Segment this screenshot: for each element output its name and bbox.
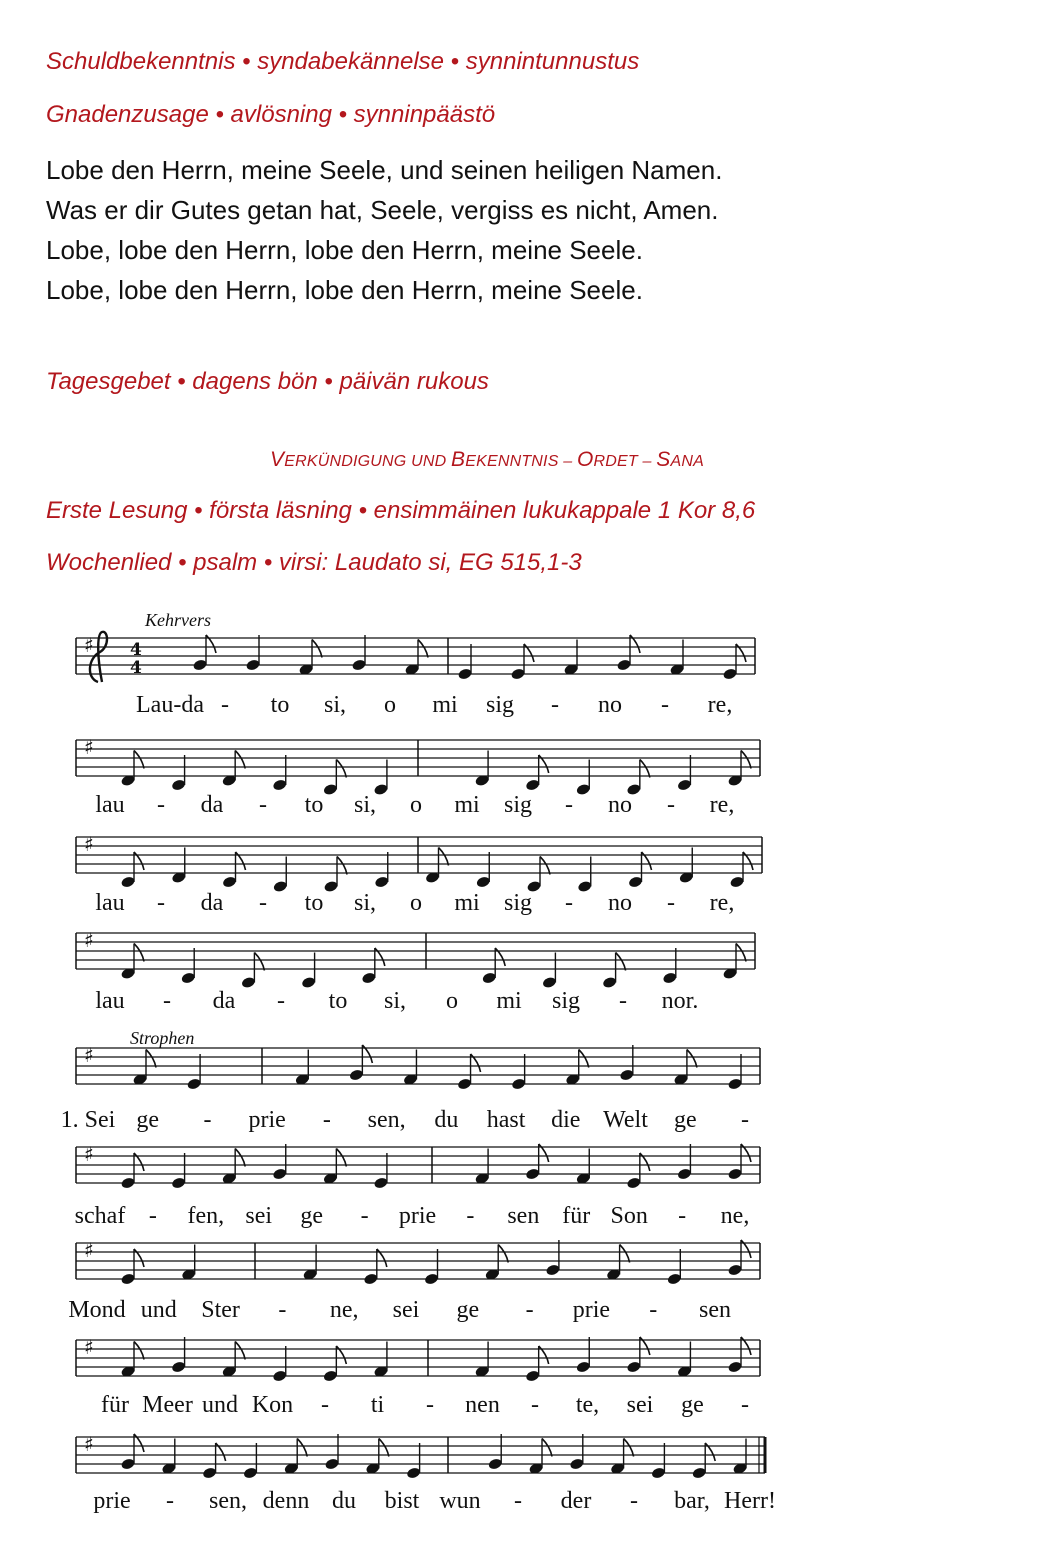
lyric-syllable: fen, bbox=[187, 1203, 225, 1229]
lyric-syllable: da bbox=[200, 890, 224, 916]
lyric-syllable: und bbox=[202, 1392, 238, 1418]
section-absolution: Gnadenzusage • avlösning • synninpäästö bbox=[46, 101, 496, 128]
lyric-syllable: ne, bbox=[720, 1203, 750, 1229]
lyric-syllable: - bbox=[667, 890, 675, 916]
heading-initial: B bbox=[450, 448, 466, 471]
lyric-syllable: - bbox=[277, 988, 285, 1014]
music-system bbox=[76, 735, 760, 818]
lyric-syllable: lau bbox=[95, 890, 125, 916]
lyric-syllable: sen bbox=[699, 1297, 731, 1323]
lyric-syllable: prie bbox=[248, 1107, 286, 1133]
lyric-syllable: - bbox=[166, 1488, 174, 1514]
note-flag bbox=[254, 953, 264, 971]
lyric-syllable: to bbox=[304, 792, 324, 818]
lyric-syllable: sig bbox=[551, 988, 581, 1014]
lyric-syllable: - bbox=[667, 792, 675, 818]
lyric-syllable: - bbox=[514, 1488, 522, 1514]
lyric-syllable: si, bbox=[383, 988, 407, 1014]
lyric-syllable: sei bbox=[392, 1297, 420, 1323]
heading-initial: V bbox=[270, 448, 285, 471]
lyric-syllable: ge bbox=[681, 1392, 704, 1418]
lyric-syllable: - bbox=[741, 1107, 749, 1133]
praise-lyrics bbox=[46, 150, 722, 310]
note-flag bbox=[640, 760, 650, 778]
note-flag bbox=[336, 760, 346, 778]
lyric-syllable: - bbox=[466, 1203, 475, 1229]
lyric-syllable: - bbox=[259, 890, 267, 916]
lyric-syllable: o bbox=[446, 988, 458, 1014]
music-system bbox=[76, 1432, 776, 1514]
lyric-syllable: die bbox=[551, 1107, 581, 1133]
note-flag bbox=[336, 1149, 346, 1167]
lyric-syllable: lau bbox=[95, 988, 125, 1014]
lyric-syllable: sei bbox=[626, 1392, 654, 1418]
lyric-syllable: der bbox=[560, 1488, 592, 1514]
lyric-syllable: Meer bbox=[142, 1392, 193, 1418]
lyric-syllable: prie bbox=[93, 1488, 131, 1514]
key-signature: ♯ bbox=[84, 735, 94, 759]
lyric-syllable: bist bbox=[384, 1488, 420, 1514]
lyric-syllable: sen bbox=[507, 1203, 540, 1229]
note-flag bbox=[134, 944, 144, 962]
music-system bbox=[76, 928, 755, 1014]
lyric-syllable: ge bbox=[136, 1107, 160, 1133]
note-flag bbox=[736, 944, 746, 962]
note-flag bbox=[418, 640, 428, 658]
lyric-syllable: lau bbox=[95, 792, 125, 818]
note-flag bbox=[687, 1050, 697, 1068]
lyric-syllable: o bbox=[410, 890, 422, 916]
lyric-syllable: no bbox=[608, 890, 632, 916]
lyric-syllable: - bbox=[278, 1297, 287, 1323]
lyric-syllable: bar, bbox=[674, 1488, 710, 1514]
lyric-syllable: - bbox=[661, 692, 669, 718]
heading-text: ERKÜNDIGUNG UND bbox=[284, 453, 451, 470]
lyric-syllable: - bbox=[322, 1107, 331, 1133]
lyric-syllable: re, bbox=[709, 890, 735, 916]
lyric-syllable: Welt bbox=[603, 1107, 648, 1133]
lyric-syllable: sen, bbox=[367, 1107, 406, 1133]
lyric-syllable: sig bbox=[503, 890, 533, 916]
verses-label: Strophen bbox=[130, 1028, 195, 1048]
section-reading: Erste Lesung • första läsning • ensimmäinen lukukappale 1 Kor 8,6 bbox=[46, 497, 756, 524]
note-flag bbox=[297, 1439, 307, 1457]
lyric-syllable: - bbox=[221, 692, 229, 718]
lyric-syllable: Herr! bbox=[724, 1488, 776, 1514]
lyric-syllable: re, bbox=[707, 692, 733, 718]
heading-initial: S bbox=[656, 448, 671, 471]
lyric-syllable: da bbox=[212, 988, 236, 1014]
lyric-syllable: ne, bbox=[329, 1297, 359, 1323]
lyric-syllable: o bbox=[384, 692, 396, 718]
lyric-syllable: sen, bbox=[209, 1488, 247, 1514]
note-flag bbox=[540, 857, 550, 875]
lyric-syllable: Son bbox=[610, 1203, 648, 1229]
lyric-syllable: ge bbox=[673, 1107, 697, 1133]
note-flag bbox=[146, 1050, 156, 1068]
lyric-syllable: Lau-da bbox=[136, 692, 204, 718]
lyrics-line: Was er dir Gutes getan hat, Seele, vergiss es nicht, Amen. bbox=[46, 195, 719, 225]
lyric-syllable: si, bbox=[353, 792, 377, 818]
lyric-syllable: - bbox=[157, 792, 165, 818]
lyric-syllable: - bbox=[163, 988, 171, 1014]
lyric-syllable: no bbox=[598, 692, 622, 718]
lyric-syllable: - bbox=[259, 792, 267, 818]
note-flag bbox=[741, 751, 751, 769]
lyric-syllable: Mond bbox=[68, 1297, 126, 1323]
lyric-syllable: o bbox=[410, 792, 422, 818]
lyric-syllable: prie bbox=[398, 1203, 437, 1229]
lyric-syllable: Kon bbox=[251, 1392, 294, 1418]
lyric-syllable: mi bbox=[496, 988, 522, 1014]
lyric-syllable: sig bbox=[485, 692, 515, 718]
heading-text: RDET – bbox=[593, 453, 657, 470]
lyric-syllable: to bbox=[328, 988, 348, 1014]
note-flag bbox=[134, 1342, 144, 1360]
lyric-syllable: da bbox=[200, 792, 224, 818]
heading-text: EKENNTNIS – bbox=[465, 453, 577, 470]
note-flag bbox=[312, 640, 322, 658]
music-system bbox=[76, 1335, 760, 1418]
lyric-syllable: - bbox=[321, 1392, 329, 1418]
lyric-syllable: - bbox=[525, 1297, 534, 1323]
key-signature: ♯ bbox=[84, 1043, 94, 1067]
section-prayer: Tagesgebet • dagens bön • päivän rukous bbox=[46, 368, 489, 395]
refrain-label: Kehrvers bbox=[145, 610, 211, 630]
lyrics-line: Lobe den Herrn, meine Seele, und seinen heiligen Namen. bbox=[46, 155, 723, 185]
lyric-syllable: te, bbox=[575, 1392, 600, 1418]
key-signature: ♯ bbox=[84, 1432, 94, 1456]
lyric-syllable: to bbox=[304, 890, 324, 916]
note-flag bbox=[379, 1439, 389, 1457]
note-flag bbox=[235, 751, 245, 769]
lyric-syllable: für bbox=[562, 1203, 591, 1229]
lyric-syllable: - bbox=[678, 1203, 687, 1229]
key-signature: ♯ bbox=[84, 832, 94, 856]
lyric-syllable: schaf bbox=[74, 1203, 126, 1229]
lyric-syllable: du bbox=[332, 1488, 356, 1514]
lyric-syllable: - bbox=[551, 692, 559, 718]
note-flag bbox=[542, 1439, 552, 1457]
lyric-syllable: nor. bbox=[661, 988, 699, 1014]
lyric-syllable: prie bbox=[572, 1297, 611, 1323]
note-flag bbox=[235, 1342, 245, 1360]
lyric-syllable: - bbox=[157, 890, 165, 916]
lyric-syllable: - bbox=[203, 1107, 212, 1133]
lyric-syllable: - bbox=[148, 1203, 157, 1229]
lyric-syllable: ge bbox=[456, 1297, 480, 1323]
lyric-syllable: für bbox=[101, 1392, 129, 1418]
time-signature-numerator: 4 bbox=[130, 640, 142, 660]
lyrics-line: Lobe, lobe den Herrn, lobe den Herrn, meine Seele. bbox=[46, 235, 643, 265]
note-flag bbox=[134, 751, 144, 769]
lyric-syllable: - bbox=[360, 1203, 369, 1229]
lyric-syllable: - bbox=[426, 1392, 434, 1418]
lyric-syllable: wun bbox=[439, 1488, 481, 1514]
section-confession: Schuldbekenntnis • syndabekännelse • synnintunnustus bbox=[46, 48, 640, 75]
heading-text: ANA bbox=[670, 453, 704, 470]
lyric-syllable: re, bbox=[709, 792, 735, 818]
key-signature: ♯ bbox=[84, 1142, 94, 1166]
note-flag bbox=[620, 1245, 630, 1263]
music-system bbox=[76, 832, 762, 916]
lyric-syllable: no bbox=[608, 792, 632, 818]
key-signature: ♯ bbox=[84, 633, 94, 657]
lyric-syllable: denn bbox=[262, 1488, 310, 1514]
lyric-syllable: nen bbox=[465, 1392, 500, 1418]
lyric-syllable: - bbox=[619, 988, 627, 1014]
lyric-syllable: mi bbox=[454, 890, 480, 916]
heading-initial: O bbox=[576, 448, 594, 471]
lyrics-line: Lobe, lobe den Herrn, lobe den Herrn, meine Seele. bbox=[46, 275, 643, 305]
note-flag bbox=[624, 1439, 634, 1457]
note-flag bbox=[616, 953, 626, 971]
sheet-music bbox=[0, 600, 1053, 1547]
note-flag bbox=[337, 857, 347, 875]
key-signature: ♯ bbox=[84, 1335, 94, 1359]
key-signature: ♯ bbox=[84, 928, 94, 952]
lyric-syllable: to bbox=[270, 692, 290, 718]
lyric-syllable: mi bbox=[454, 792, 480, 818]
lyric-syllable: sig bbox=[503, 792, 533, 818]
section-hymn: Wochenlied • psalm • virsi: Laudato si, EG 515,1-3 bbox=[46, 549, 582, 576]
lyric-syllable: si, bbox=[323, 692, 347, 718]
lyric-syllable: ge bbox=[300, 1203, 323, 1229]
lyric-syllable: Ster bbox=[201, 1297, 240, 1323]
music-system bbox=[61, 1043, 760, 1133]
lyric-syllable: mi bbox=[432, 692, 458, 718]
lyric-syllable: - bbox=[741, 1392, 749, 1418]
music-systems bbox=[61, 632, 776, 1514]
lyric-syllable: - bbox=[630, 1488, 638, 1514]
lyric-syllable: si, bbox=[353, 890, 377, 916]
note-flag bbox=[579, 1050, 589, 1068]
lyric-syllable: du bbox=[434, 1107, 459, 1133]
lyric-syllable: ti bbox=[370, 1392, 385, 1418]
lyric-syllable: sei bbox=[245, 1203, 273, 1229]
key-signature: ♯ bbox=[84, 1238, 94, 1262]
lyric-syllable: - bbox=[531, 1392, 539, 1418]
lyric-syllable: 1. Sei bbox=[60, 1107, 116, 1133]
music-system bbox=[75, 1142, 760, 1229]
music-system bbox=[76, 632, 755, 718]
section-proclamation-heading bbox=[270, 448, 704, 472]
note-flag bbox=[498, 1245, 508, 1263]
lyric-syllable: - bbox=[565, 792, 573, 818]
note-flag bbox=[439, 848, 449, 866]
lyric-syllable: - bbox=[565, 890, 573, 916]
lyric-syllable: und bbox=[140, 1297, 177, 1323]
lyric-syllable: hast bbox=[486, 1107, 526, 1133]
lyric-syllable: - bbox=[649, 1297, 658, 1323]
music-system bbox=[68, 1238, 760, 1323]
note-flag bbox=[235, 1149, 245, 1167]
time-signature-denominator: 4 bbox=[130, 658, 142, 678]
